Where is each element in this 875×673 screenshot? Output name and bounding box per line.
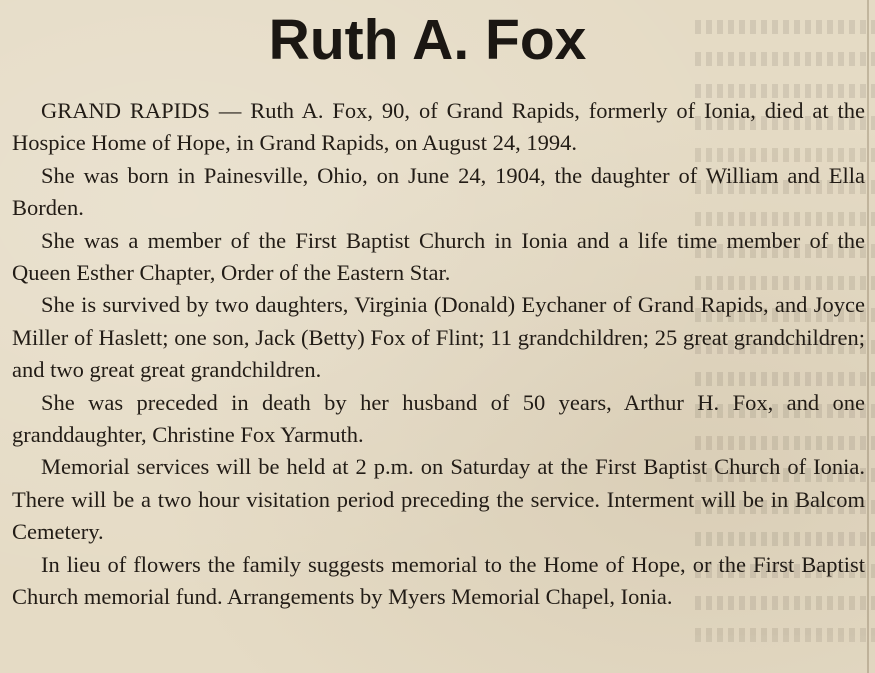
obituary-body (12, 95, 865, 614)
clipping-edge (867, 0, 869, 673)
paragraph-services: Memorial services will be held at 2 p.m. on Saturday at the First Baptist Church of Ionia. There will be a two hour visitation period preceding the service. Interment will be in Balcom Cemetery. (12, 454, 865, 545)
paragraph-survivors: She is survived by two daughters, Virginia (Donald) Eychaner of Grand Rapids, and Joyce Miller of Haslett; one son, Jack (Betty) Fox of Flint; 11 grandchildren; 25 great grandchildren; and two great great grandchildren. (12, 292, 865, 383)
paragraph-death-notice: GRAND RAPIDS — Ruth A. Fox, 90, of Grand Rapids, formerly of Ionia, died at the Hospice Home of Hope, in Grand Rapids, on August 24, 1994. (12, 98, 865, 156)
obituary-title: Ruth A. Fox (268, 8, 587, 72)
paragraph-memorials: In lieu of flowers the family suggests memorial to the Home of Hope, or the First Baptist Church memorial fund. Arrangements by Myers Memorial Chapel, Ionia. (12, 551, 865, 610)
paragraph-preceded-in-death: She was preceded in death by her husband of 50 years, Arthur H. Fox, and one granddaughter, Christine Fox Yarmuth. (12, 389, 865, 448)
paragraph-birth: She was born in Painesville, Ohio, on June 24, 1904, the daughter of William and Ella Borden. (12, 162, 865, 221)
paragraph-membership: She was a member of the First Baptist Church in Ionia and a life time member of the Queen Esther Chapter, Order of the Eastern Star. (12, 227, 865, 286)
